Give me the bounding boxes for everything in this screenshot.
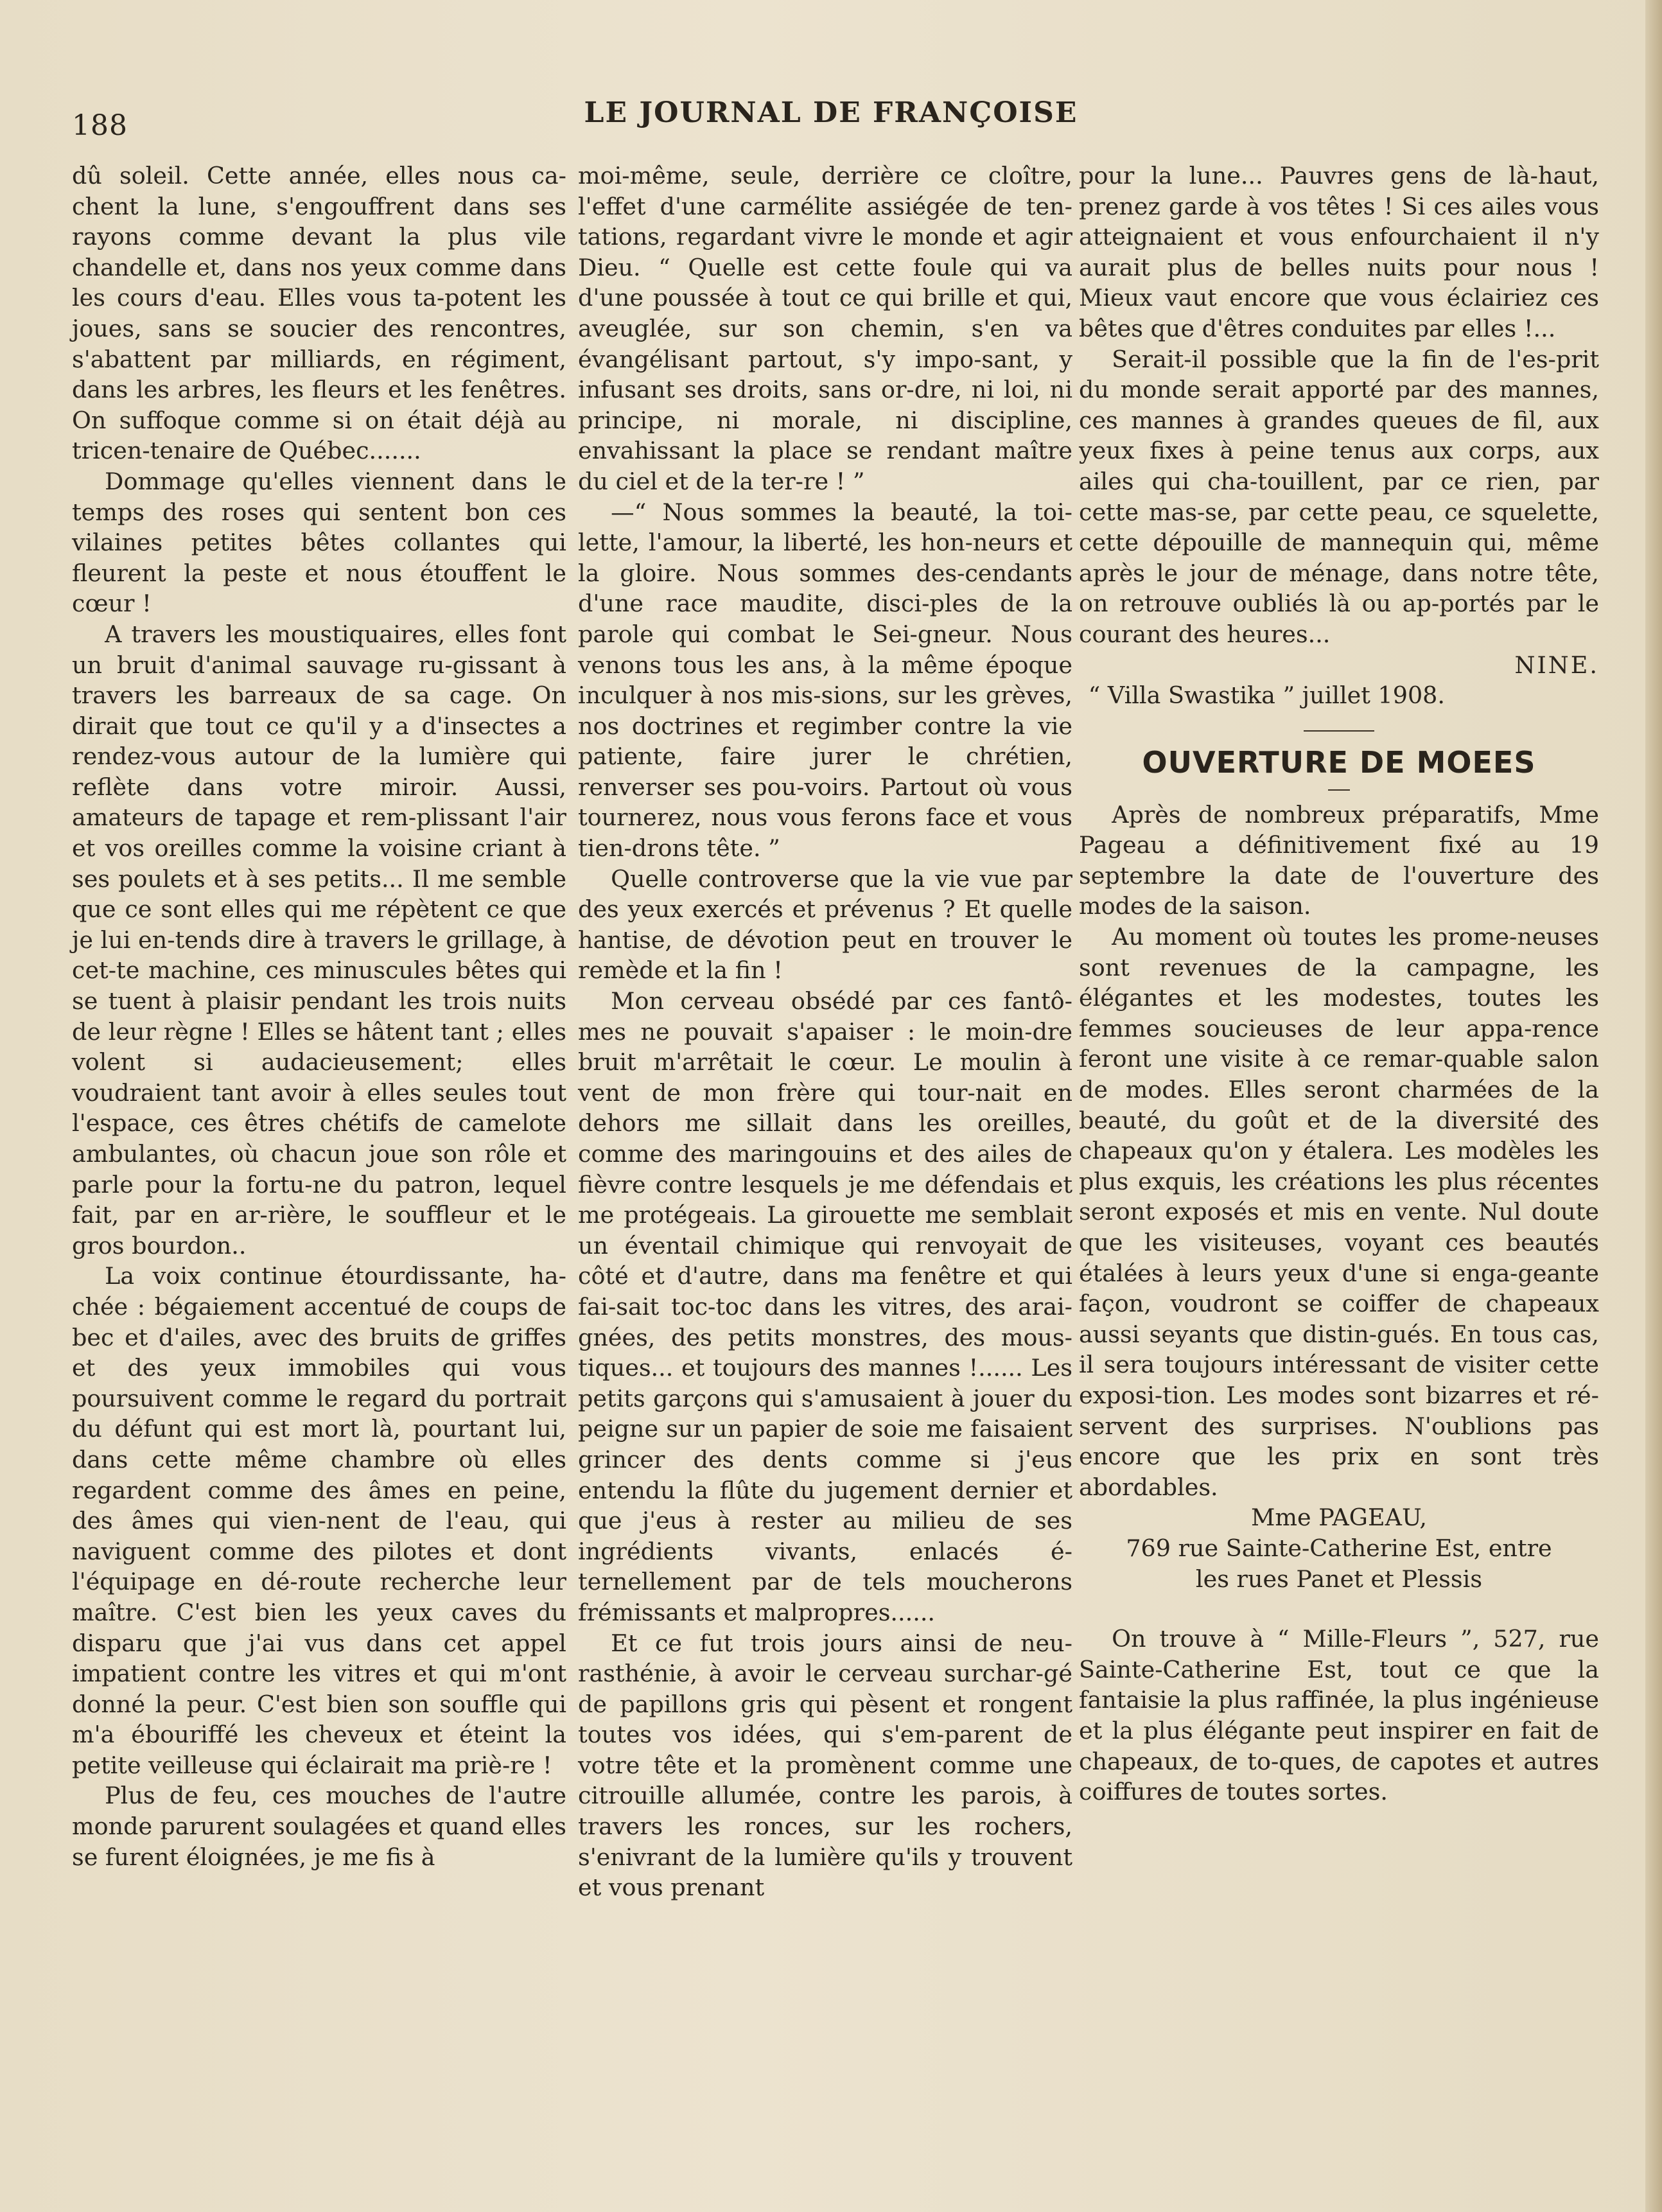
paragraph: pour la lune... Pauvres gens de là-haut, prenez garde à vos têtes ! Si ces ailes vous atteignaient et vous enfourchaient il n'y aurait plus de belles nuits pour nous ! Mieux vaut encore que vous éclairiez ces bêtes que d'êtres conduites par elles !... <box>1079 162 1599 342</box>
page-number: 188 <box>72 109 128 142</box>
paragraph: La voix continue étourdissante, ha-chée : bégaiement accentué de coups de bec et d'ailes, avec des bruits de griffes et des yeux immobiles qui vous poursuivent comme le regard du portrait du défunt qui est mort là, pourtant lui, dans cette même chambre où elles regardent comme des âmes en peine, des âmes qui vien-nent de l'eau, qui naviguent comme des pilotes et dont l'équipage en dé-route recherche leur maître. C'est bien les yeux caves du disparu que j'ai vus dans cet appel impatient contre les vitres et qui m'ont donné la peur. C'est bien son souffle qui m'a ébouriffé les cheveux et éteint la petite veilleuse qui éclairait ma priè-re ! <box>72 1262 566 1779</box>
paragraph: —“ Nous sommes la beauté, la toi-lette, l'amour, la liberté, les hon-neurs et la gloire. Nous sommes des-cendants d'une race maudite, disci-ples de la parole qui combat le Sei-gneur. Nous venons tous les ans, à la même époque inculquer à nos mis-sions, sur les grèves, nos doctrines et regimber contre la vie patiente, faire jurer le chrétien, renverser ses pou-voirs. Partout où vous tournerez, nous vous ferons face et vous tien-drons tête. ” <box>578 498 1072 863</box>
column-3 <box>1079 161 1599 1807</box>
running-head-title: LE JOURNAL DE FRANÇOISE <box>584 96 1078 129</box>
advertisement-paragraph: Après de nombreux préparatifs, Mme Pageau a définitivement fixé au 19 septembre la date de l'ouverture des modes de la saison. <box>1079 800 1599 920</box>
paragraph: dû soleil. Cette année, elles nous ca-chent la lune, s'engouffrent dans ses rayons comme devant la plus vile chandelle et, dans nos yeux comme dans les cours d'eau. Elles vous ta-potent les joues, sans se soucier des rencontres, s'abattent par milliards, en régiment, dans les arbres, les fleurs et les fenêtres. On suffoque comme si on était déjà au tricen-tenaire de Québec....... <box>72 162 566 465</box>
paragraph: A travers les moustiquaires, elles font un bruit d'animal sauvage ru-gissant à travers les barreaux de sa cage. On dirait que tout ce qu'il y a d'insectes a rendez-vous autour de la lumière qui reflète dans votre miroir. Aussi, amateurs de tapage et rem-plissant l'air et vos oreilles comme la voisine criant à ses poulets et à ses petits... Il me semble que ce sont elles qui me répètent ce que je lui en-tends dire à travers le grillage, à cet-te machine, ces minuscules bêtes qui se tuent à plaisir pendant les trois nuits de leur règne ! Elles se hâtent tant ; elles volent si audacieusement; elles voudraient tant avoir à elles seules tout l'espace, ces êtres chétifs de camelote ambulantes, où chacun joue son rôle et parle pour la fortu-ne du patron, lequel fait, par en ar-rière, le souffleur et le gros bourdon.. <box>72 620 566 1260</box>
dateline: “ Villa Swastika ” juillet 1908. <box>1088 681 1445 710</box>
shop-notice: On trouve à “ Mille-Fleurs ”, 527, rue Sainte-Catherine Est, tout ce que la fantaisie la plus raffinée, la plus ingénieuse et la plus élégante peut inspirer en fait de chapeaux, de to-ques, de capotes et autres coiffures de toutes sortes. <box>1079 1625 1599 1806</box>
paragraph: Dommage qu'elles viennent dans le temps des roses qui sentent bon ces vilaines petites bêtes collantes qui fleurent la peste et nous étouffent le cœur ! <box>72 467 566 618</box>
paragraph: Mon cerveau obsédé par ces fantô-mes ne pouvait s'apaiser : le moin-dre bruit m'arrêtait le cœur. Le moulin à vent de mon frère qui tour-nait en dehors me sillait dans les oreilles, comme des maringouins et des ailes de fièvre contre lesquels je me défendais et me protégeais. La girouette me semblait un éventail chimique qui renvoyait de côté et d'autre, dans ma fenêtre et qui fai-sait toc-toc dans les vitres, des arai-gnées, des petits monstres, des mous-tiques... et toujours des mannes !...... Les petits garçons qui s'amusaient à jouer du peigne sur un papier de soie me faisaient grincer des dents comme si j'eus entendu la flûte du jugement dernier et que j'eus à rester au milieu de ses ingrédients vivants, enlacés é-ternellement par de tels moucherons frémissants et malpropres...... <box>578 987 1072 1626</box>
column-2 <box>578 161 1072 1903</box>
advertiser-address: 769 rue Sainte-Catherine Est, entre <box>1126 1534 1552 1562</box>
spacer <box>1079 1594 1599 1624</box>
advertiser-address-streets: les rues Panet et Plessis <box>1195 1565 1483 1593</box>
title-dash <box>1328 789 1350 791</box>
column-1 <box>72 161 566 1872</box>
paragraph: Plus de feu, ces mouches de l'autre monde parurent soulagées et quand elles se furent éloignées, je me fis à <box>72 1782 566 1871</box>
section-divider <box>1304 730 1374 732</box>
paragraph: moi-même, seule, derrière ce cloître, l'effet d'une carmélite assiégée de ten-tations, regardant vivre le monde et agir Dieu. “ Quelle est cette foule qui va d'une poussée à tout ce qui brille et qui, aveuglée, sur son chemin, s'en va évangélisant partout, s'y impo-sant, y infusant ses droits, sans or-dre, ni loi, ni principe, ni morale, ni discipline, envahissant la place se rendant maître du ciel et de la ter-re ! ” <box>578 162 1072 495</box>
author-signature: NINE. <box>1514 651 1599 679</box>
paragraph: Quelle controverse que la vie vue par des yeux exercés et prévenus ? Et quelle hantise, de dévotion peut en trouver le remède et la fin ! <box>578 865 1072 985</box>
paragraph: Serait-il possible que la fin de l'es-prit du monde serait apporté par des mannes, ces mannes à grandes queues de fil, aux yeux fixes à peine tenus aux corps, aux ailes qui cha-touillent, par ce rien, par cette mas-se, par cette peau, ce squelette, cette dépouille de mannequin qui, même après le jour de ménage, dans notre tête, on retrouve oubliés là ou ap-portés par le courant des heures... <box>1079 345 1599 648</box>
advertisement-title: OUVERTURE DE MOEES <box>1142 744 1536 780</box>
page-edge-shadow <box>1645 0 1662 2212</box>
advertisement-paragraph: Au moment où toutes les prome-neuses sont revenues de la campagne, les élégantes et les modestes, toutes les femmes soucieuses de leur appa-rence feront une visite à ce remar-quable salon de modes. Elles seront charmées de la beauté, du goût et de la diversité des chapeaux qu'on y étalera. Les modèles les plus exquis, les créations les plus récentes seront exposés et mis en vente. Nul doute que les visiteuses, voyant ces beautés étalées à leurs yeux d'une si enga-geante façon, voudront se coiffer de chapeaux aussi seyants que distin-gués. En tous cas, il sera toujours intéressant de visiter cette exposi-tion. Les modes sont bizarres et ré-servent des surprises. N'oublions pas encore que les prix en sont très abordables. <box>1079 923 1599 1501</box>
paragraph: Et ce fut trois jours ainsi de neu-rasthénie, à avoir le cerveau surchar-gé de papillons gris qui pèsent et rongent toutes vos idées, qui s'em-parent de votre tête et la promènent comme une citrouille allumée, contre les parois, à travers les ronces, sur les rochers, s'enivrant de la lumière qu'ils y trouvent et vous prenant <box>578 1629 1072 1902</box>
advertiser-name: Mme PAGEAU, <box>1251 1504 1427 1532</box>
